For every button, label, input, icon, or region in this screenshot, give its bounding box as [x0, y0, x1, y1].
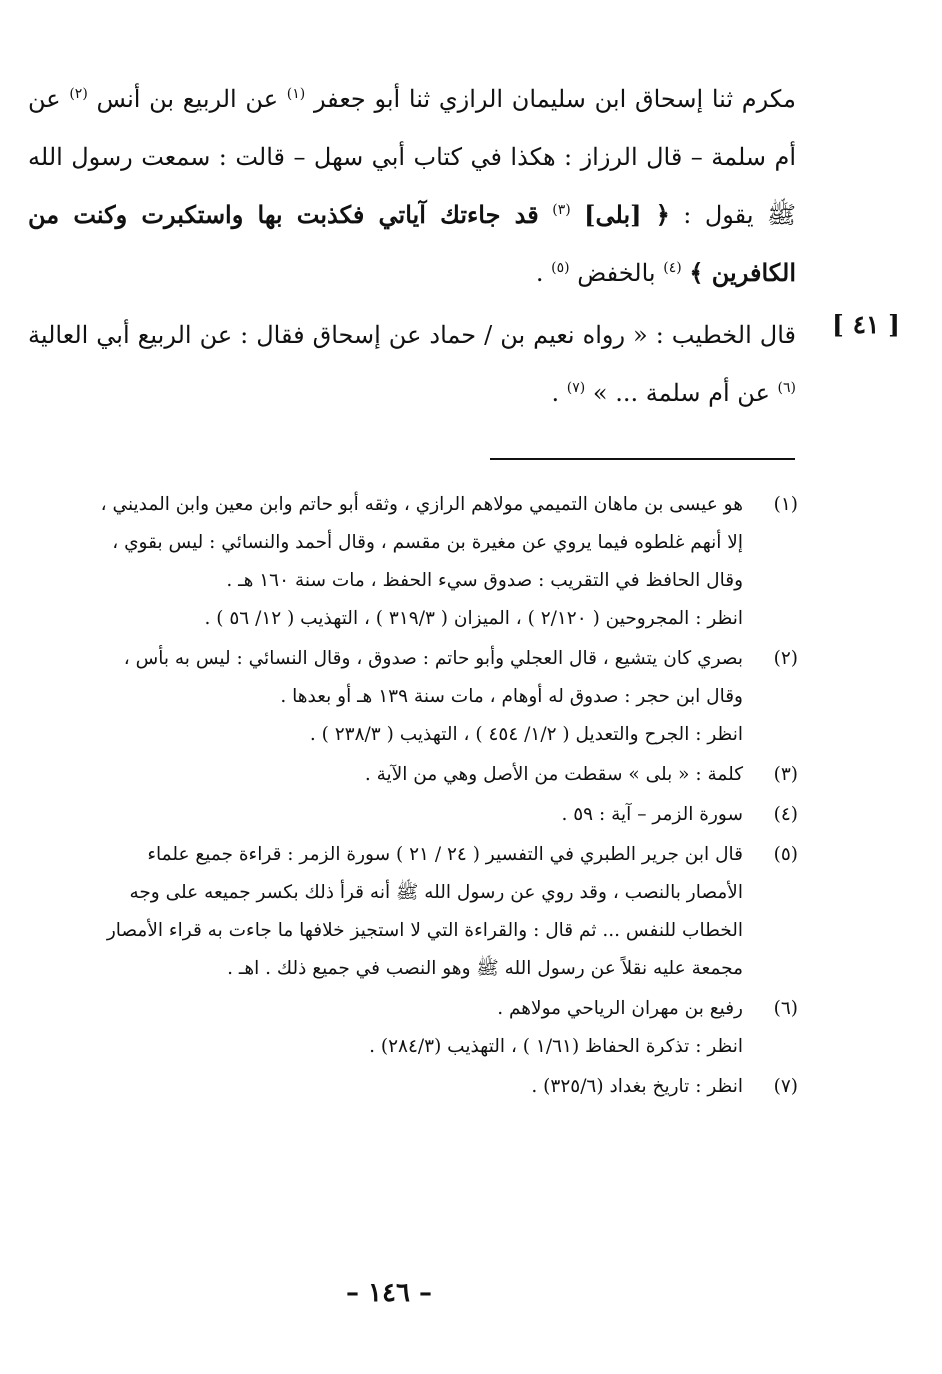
footnote-line: كلمة : « بلى » سقطت من الأصل وهي من الآية .: [364, 764, 743, 785]
text-segment: بالخفض: [577, 259, 656, 287]
footnote-line: وقال الحافظ في التقريب : صدوق سيء الحفظ ، مات سنة ١٦٠ هـ .: [226, 570, 743, 591]
footnote-number: (٣): [773, 764, 798, 785]
footnote-number: (٥): [773, 844, 798, 865]
footnote-marker-2: (٢): [69, 86, 88, 102]
footnote-line: وقال ابن حجر : صدوق له أوهام ، مات سنة ١٣٩ هـ أو بعدها .: [280, 686, 743, 707]
footnote-line: انظر : الجرح والتعديل ( ١/٢/ ٤٥٤ ) ، التهذيب ( ٢٣٨/٣ ) .: [309, 724, 743, 745]
quran-verse-open: ﴿ [بلى]: [584, 200, 670, 229]
page-number: – ١٤٦ –: [345, 1278, 433, 1308]
footnote-body: [28, 486, 743, 638]
quran-verse: قد جاءتك آياتي فكذبت بها واستكبرت وكنت من الكافرين ﴾: [28, 200, 796, 287]
main-paragraph-2: [28, 306, 796, 422]
footnote-marker-3: (٣): [552, 202, 571, 218]
footnote-body: [28, 1068, 743, 1106]
footnote-line: مجمعة عليه نقلاً عن رسول الله ﷺ وهو النصب في جميع ذلك . اهـ .: [227, 958, 743, 979]
footnote-line: انظر : المجروحين ( ٢/١٢٠ ) ، الميزان ( ٣١٩/٣ ) ، التهذيب ( ١٢/ ٥٦ ) .: [204, 608, 743, 629]
footnote-line: هو عيسى بن ماهان التميمي مولاهم الرازي ، وثقه أبو حاتم وابن معين وابن المديني ،: [100, 494, 743, 515]
footnote-body: [28, 836, 743, 988]
footnote-line: سورة الزمر – آية : ٥٩ .: [561, 804, 743, 825]
footnote-marker-7: (٧): [566, 380, 586, 396]
footnote-body: [28, 640, 743, 754]
footnote-line: بصري كان يتشيع ، قال العجلي وأبو حاتم : صدوق ، وقال النسائي : ليس به بأس ،: [123, 648, 743, 669]
main-text: [28, 70, 796, 422]
footnote-line: انظر : تذكرة الحفاظ (١/٦١ ) ، التهذيب (٢٨٤/٣) .: [369, 1036, 743, 1057]
hadith-reference-number: [ ٤١ ]: [832, 310, 900, 339]
footnote-2: [28, 640, 798, 754]
text-segment: .: [535, 259, 544, 287]
text-segment: قال الخطيب : « رواه نعيم بن / حماد عن إسحاق فقال : عن الربيع أبي العالية: [28, 321, 796, 349]
footnote-4: [28, 796, 798, 834]
footnote-marker-4: (٤): [663, 260, 682, 276]
footnote-body: [28, 796, 743, 834]
footnote-body: [28, 756, 743, 794]
footnotes: [28, 486, 798, 1108]
footnote-marker-5: (٥): [551, 260, 570, 276]
footnote-line: انظر : تاريخ بغداد (٣٢٥/٦) .: [531, 1076, 743, 1097]
footnote-line: رفيع بن مهران الرياحي مولاهم .: [497, 998, 743, 1019]
footnote-number: (١): [773, 494, 798, 515]
footnote-number: (٧): [773, 1076, 798, 1097]
text-segment: مكرم ثنا إسحاق ابن سليمان الرازي ثنا أبو جعفر: [313, 85, 797, 113]
footnote-7: [28, 1068, 798, 1106]
footnote-line: قال ابن جرير الطبري في التفسير ( ٢٤ / ٢١ ) سورة الزمر : قراءة جميع علماء: [147, 844, 743, 865]
footnote-divider: [490, 458, 795, 460]
footnote-line: إلا أنهم غلطوه فيما يروي عن مغيرة بن مقسم ، وقال أحمد والنسائي : ليس بقوي ،: [112, 532, 743, 553]
footnote-marker-1: (١): [286, 86, 306, 102]
text-segment: .: [551, 379, 560, 407]
main-paragraph-1: [28, 70, 796, 302]
footnote-3: [28, 756, 798, 794]
footnote-1: [28, 486, 798, 638]
footnote-6: [28, 990, 798, 1066]
text-segment: عن الربيع بن أنس: [96, 85, 279, 113]
footnote-marker-6: (٦): [777, 380, 796, 396]
footnote-line: الأمصار بالنصب ، وقد روي عن رسول الله ﷺ أنه قرأ ذلك بكسر جميعه على وجه: [129, 882, 743, 903]
text-segment: عن أم سلمة ... »: [592, 379, 770, 407]
footnote-number: (٤): [773, 804, 798, 825]
footnote-number: (٢): [773, 648, 798, 669]
footnote-number: (٦): [773, 998, 798, 1019]
footnote-body: [28, 990, 743, 1066]
footnote-5: [28, 836, 798, 988]
footnote-line: الخطاب للنفس ... ثم قال : والقراءة التي لا استجيز خلافها ما جاءت به قراء الأمصار: [106, 920, 743, 941]
text-segment: عن أم سلمة – قال الرزاز : هكذا في كتاب أبي سهل – قالت : سمعت رسول الله ﷺ يقول :: [28, 85, 796, 229]
